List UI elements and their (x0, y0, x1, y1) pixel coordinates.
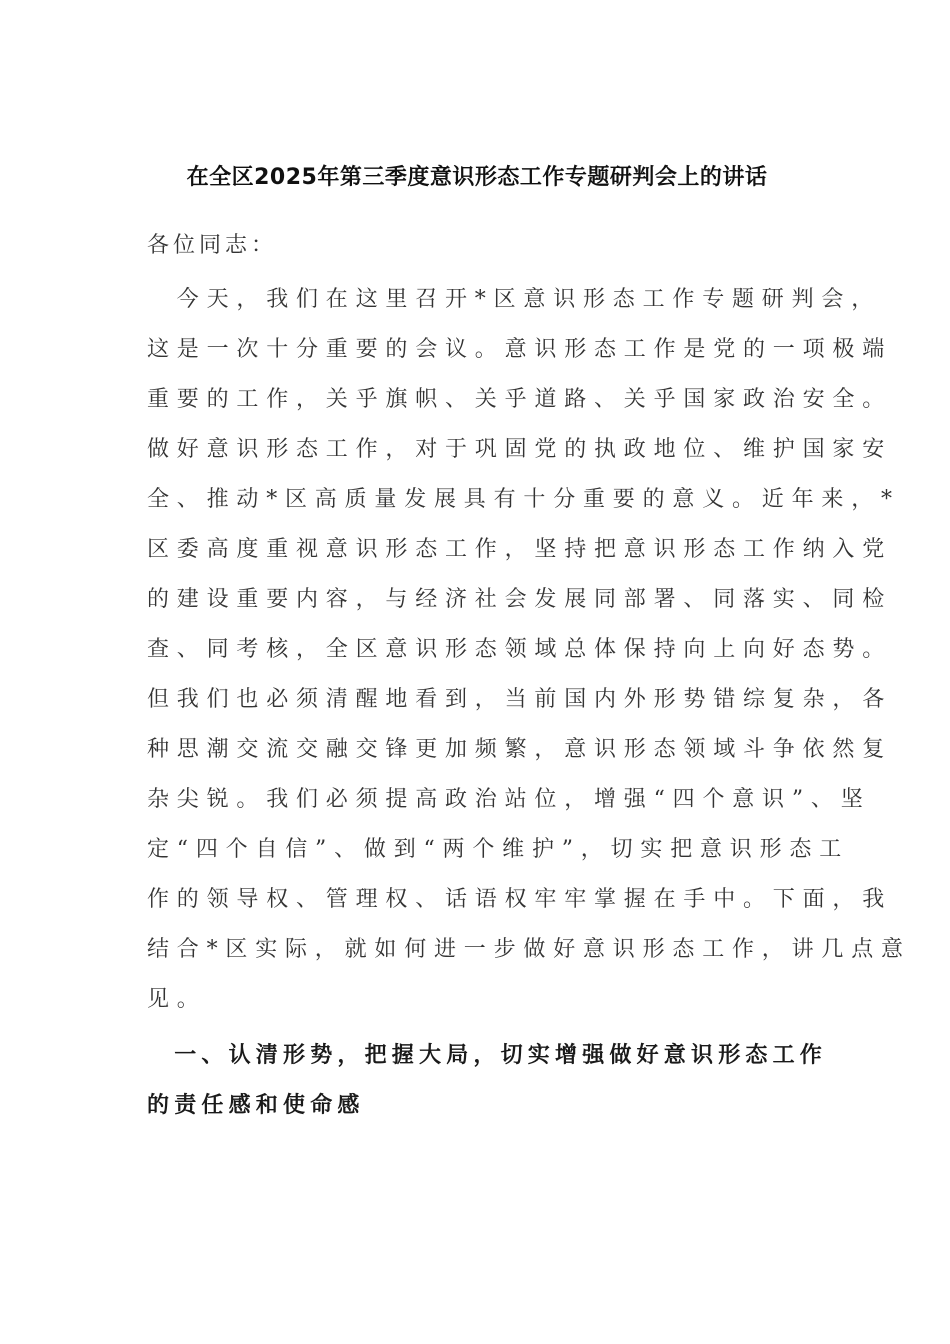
document-title: 在全区2025年第三季度意识形态工作专题研判会上的讲话 (186, 165, 768, 190)
paragraph-line: 今天，我们在这里召开*区意识形态工作专题研判会， (147, 287, 882, 312)
paragraph-line: 杂尖锐。我们必须提高政治站位，增强“四个意识”、坚 (147, 787, 871, 812)
paragraph-line: 见。 (147, 987, 207, 1012)
paragraph-line: 做好意识形态工作，对于巩固党的执政地位、维护国家安 (147, 437, 893, 462)
paragraph-line: 查、同考核，全区意识形态领域总体保持向上向好态势。 (147, 637, 893, 662)
intro-paragraph (147, 280, 911, 1030)
paragraph-line: 结合*区实际，就如何进一步做好意识形态工作，讲几点意 (147, 937, 911, 962)
paragraph-line: 重要的工作，关乎旗帜、关乎道路、关乎国家政治安全。 (147, 387, 893, 412)
paragraph-line: 作的领导权、管理权、话语权牢牢掌握在手中。下面，我 (147, 887, 893, 912)
paragraph-line: 定“四个自信”、做到“两个维护”，切实把意识形态工 (147, 837, 849, 862)
paragraph-line: 但我们也必须清醒地看到，当前国内外形势错综复杂，各 (147, 687, 893, 712)
paragraph-line: 全、推动*区高质量发展具有十分重要的意义。近年来，* (147, 487, 900, 512)
heading-line: 一、认清形势，把握大局，切实增强做好意识形态工作 (147, 1043, 828, 1068)
paragraph-line: 种思潮交流交融交锋更加频繁，意识形态领域斗争依然复 (147, 737, 893, 762)
salutation: 各位同志： (147, 233, 278, 258)
paragraph-line: 这是一次十分重要的会议。意识形态工作是党的一项极端 (147, 337, 893, 362)
paragraph-line: 的建设重要内容，与经济社会发展同部署、同落实、同检 (147, 587, 893, 612)
heading-line: 的责任感和使命感 (147, 1093, 365, 1118)
paragraph-line: 区委高度重视意识形态工作，坚持把意识形态工作纳入党 (147, 537, 893, 562)
section-heading-1 (147, 1036, 828, 1136)
